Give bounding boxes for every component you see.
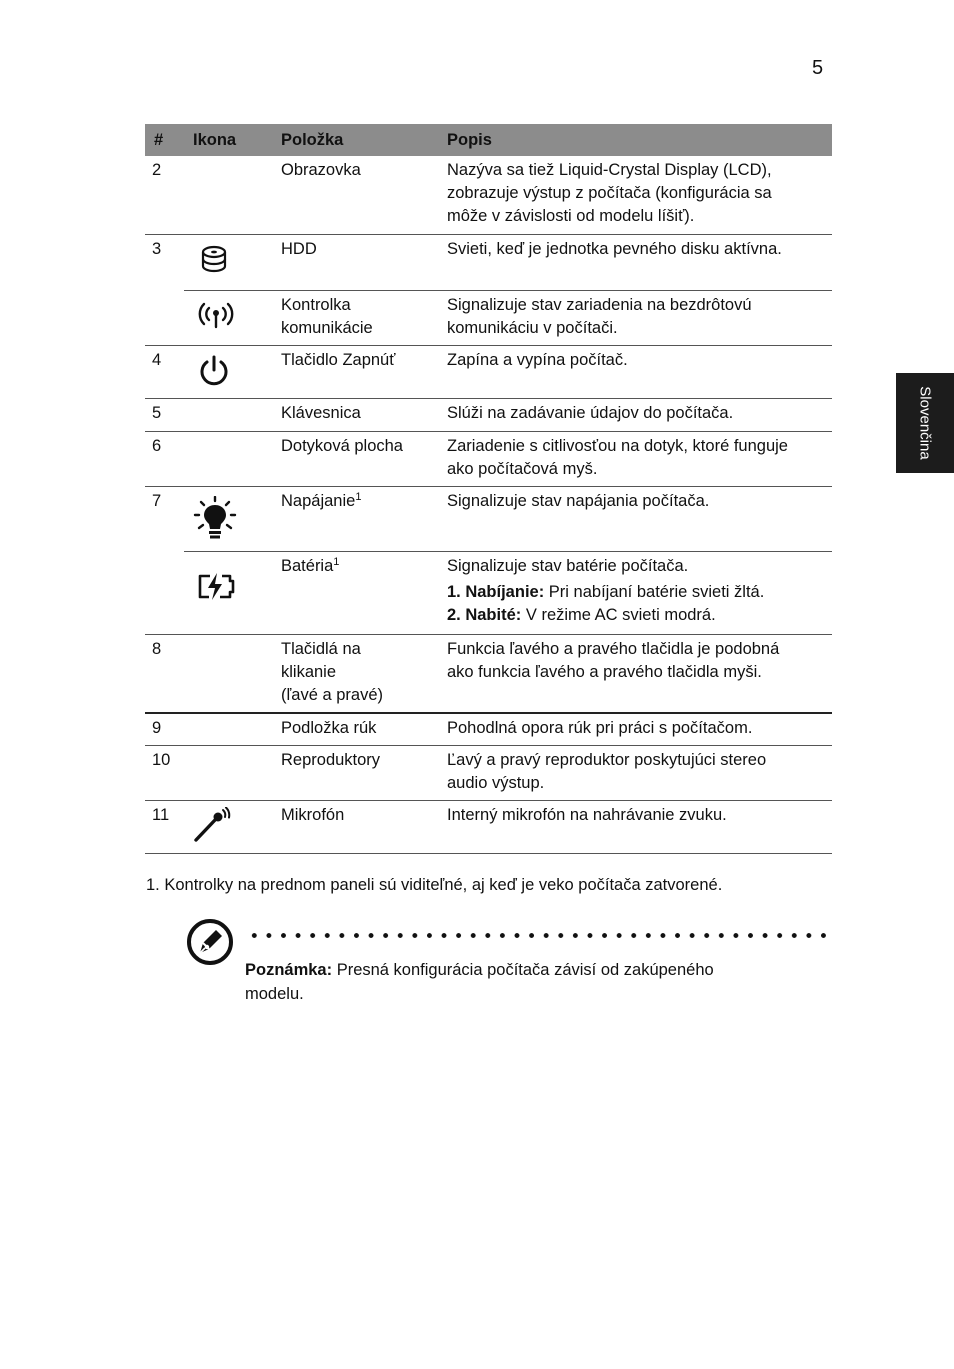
row-icon-cell bbox=[184, 431, 275, 486]
desc-item: 2. Nabité: V režime AC svieti modrá. bbox=[447, 605, 716, 624]
page-number: 5 bbox=[812, 57, 824, 79]
table-row bbox=[145, 398, 832, 431]
row-number: 6 bbox=[145, 431, 184, 486]
hdd-icon bbox=[196, 244, 232, 278]
row-description: Slúži na zadávanie údajov do počítača. bbox=[441, 398, 832, 431]
row-item: Klávesnica bbox=[275, 398, 441, 431]
battery-icon bbox=[195, 572, 237, 602]
power-indicator-icon bbox=[193, 496, 237, 542]
row-item: Mikrofón bbox=[275, 800, 441, 853]
header-item: Položka bbox=[275, 124, 441, 156]
row-item: Napájanie$^1$ bbox=[275, 486, 441, 551]
row-icon-cell bbox=[184, 486, 275, 551]
table-row bbox=[145, 634, 832, 713]
row-item: Obrazovka bbox=[281, 161, 361, 179]
row-number: 4 bbox=[145, 345, 184, 398]
row-icon-cell bbox=[184, 634, 275, 713]
header-icon: Ikona bbox=[184, 124, 275, 156]
table-row bbox=[145, 486, 832, 551]
table-row bbox=[145, 345, 832, 398]
component-table bbox=[145, 124, 832, 854]
header-description: Popis bbox=[441, 124, 832, 156]
microphone-icon bbox=[193, 807, 233, 843]
row-number: 11 bbox=[145, 800, 184, 853]
row-item: Tlačidlo Zapnúť bbox=[275, 345, 441, 398]
row-description: Interný mikrofón na nahrávanie zvuku. bbox=[441, 800, 832, 853]
table-header-row bbox=[145, 124, 832, 156]
row-icon-cell bbox=[184, 398, 275, 431]
note-label: Poznámka: bbox=[245, 961, 333, 979]
note-text: Presná konfigurácia počítača závisí od zakúpeného bbox=[332, 961, 714, 979]
row-description: Signalizuje stav napájania počítača. bbox=[441, 486, 832, 551]
row-number: 7 bbox=[145, 486, 184, 634]
table-row bbox=[145, 800, 832, 853]
language-label: Slovenčina bbox=[916, 386, 934, 460]
row-number: 3 bbox=[145, 234, 184, 345]
row-icon-cell bbox=[184, 156, 275, 234]
table-row bbox=[145, 431, 832, 486]
row-description: Nazýva sa tiež Liquid-Crystal Display (LCD), zobrazuje výstup z počítača (konfigurácia sa môže v závislosti od modelu líšiť). bbox=[447, 161, 772, 225]
row-icon-cell bbox=[184, 234, 275, 290]
note-text-continued: modelu. bbox=[245, 985, 304, 1003]
table-row bbox=[145, 156, 832, 234]
row-item: Tlačidlá na klikanie (ľavé a pravé) bbox=[275, 634, 441, 713]
row-icon-cell bbox=[184, 800, 275, 853]
row-description: Signalizuje stav zariadenia na bezdrôtovú komunikáciu v počítači. bbox=[441, 290, 832, 345]
row-item: Dotyková plocha bbox=[275, 431, 441, 486]
power-icon bbox=[196, 353, 232, 389]
row-description: Funkcia ľavého a pravého tlačidla je podobná ako funkcia ľavého a pravého tlačidla myši. bbox=[441, 634, 832, 713]
row-icon-cell bbox=[184, 551, 275, 634]
row-description: Signalizuje stav batérie počítača. 1. Nabíjanie: Pri nabíjaní batérie svieti žltá. 2. Nabité: V režime AC svieti modrá. bbox=[441, 551, 832, 634]
row-description: Zapína a vypína počítač. bbox=[441, 345, 832, 398]
row-icon-cell bbox=[184, 290, 275, 345]
row-item: Reproduktory bbox=[275, 745, 441, 800]
note-divider bbox=[247, 933, 832, 938]
table-row bbox=[145, 234, 832, 290]
row-icon-cell bbox=[184, 345, 275, 398]
table-row bbox=[145, 551, 832, 634]
row-number: 8 bbox=[145, 634, 184, 713]
row-icon-cell bbox=[184, 713, 275, 745]
header-number: # bbox=[145, 124, 184, 156]
wireless-icon bbox=[196, 300, 236, 330]
row-number: 5 bbox=[145, 398, 184, 431]
row-item: HDD bbox=[275, 234, 441, 290]
row-item: Batéria$^1$ bbox=[275, 551, 441, 634]
table-row bbox=[145, 745, 832, 800]
row-description: Svieti, keď je jednotka pevného disku aktívna. bbox=[441, 234, 832, 290]
row-icon-cell bbox=[184, 745, 275, 800]
language-side-tab bbox=[896, 373, 954, 473]
row-description: Zariadenie s citlivosťou na dotyk, ktoré funguje ako počítačová myš. bbox=[441, 431, 832, 486]
row-number: 9 bbox=[145, 713, 184, 745]
table-row bbox=[145, 713, 832, 745]
table-row bbox=[145, 290, 832, 345]
row-description: Pohodlná opora rúk pri práci s počítačom. bbox=[441, 713, 832, 745]
note bbox=[245, 958, 805, 1006]
row-description: Ľavý a pravý reproduktor poskytujúci stereo audio výstup. bbox=[441, 745, 832, 800]
row-item: Podložka rúk bbox=[275, 713, 441, 745]
desc-item: 1. Nabíjanie: Pri nabíjaní batérie svieti žltá. bbox=[447, 582, 765, 601]
row-number: 10 bbox=[145, 745, 184, 800]
note-pen-icon bbox=[186, 918, 234, 966]
row-number: 2 bbox=[152, 161, 162, 179]
row-item: Kontrolka komunikácie bbox=[275, 290, 441, 345]
footnote: 1. Kontrolky na prednom paneli sú viditeľné, aj keď je veko počítača zatvorené. bbox=[146, 876, 723, 894]
